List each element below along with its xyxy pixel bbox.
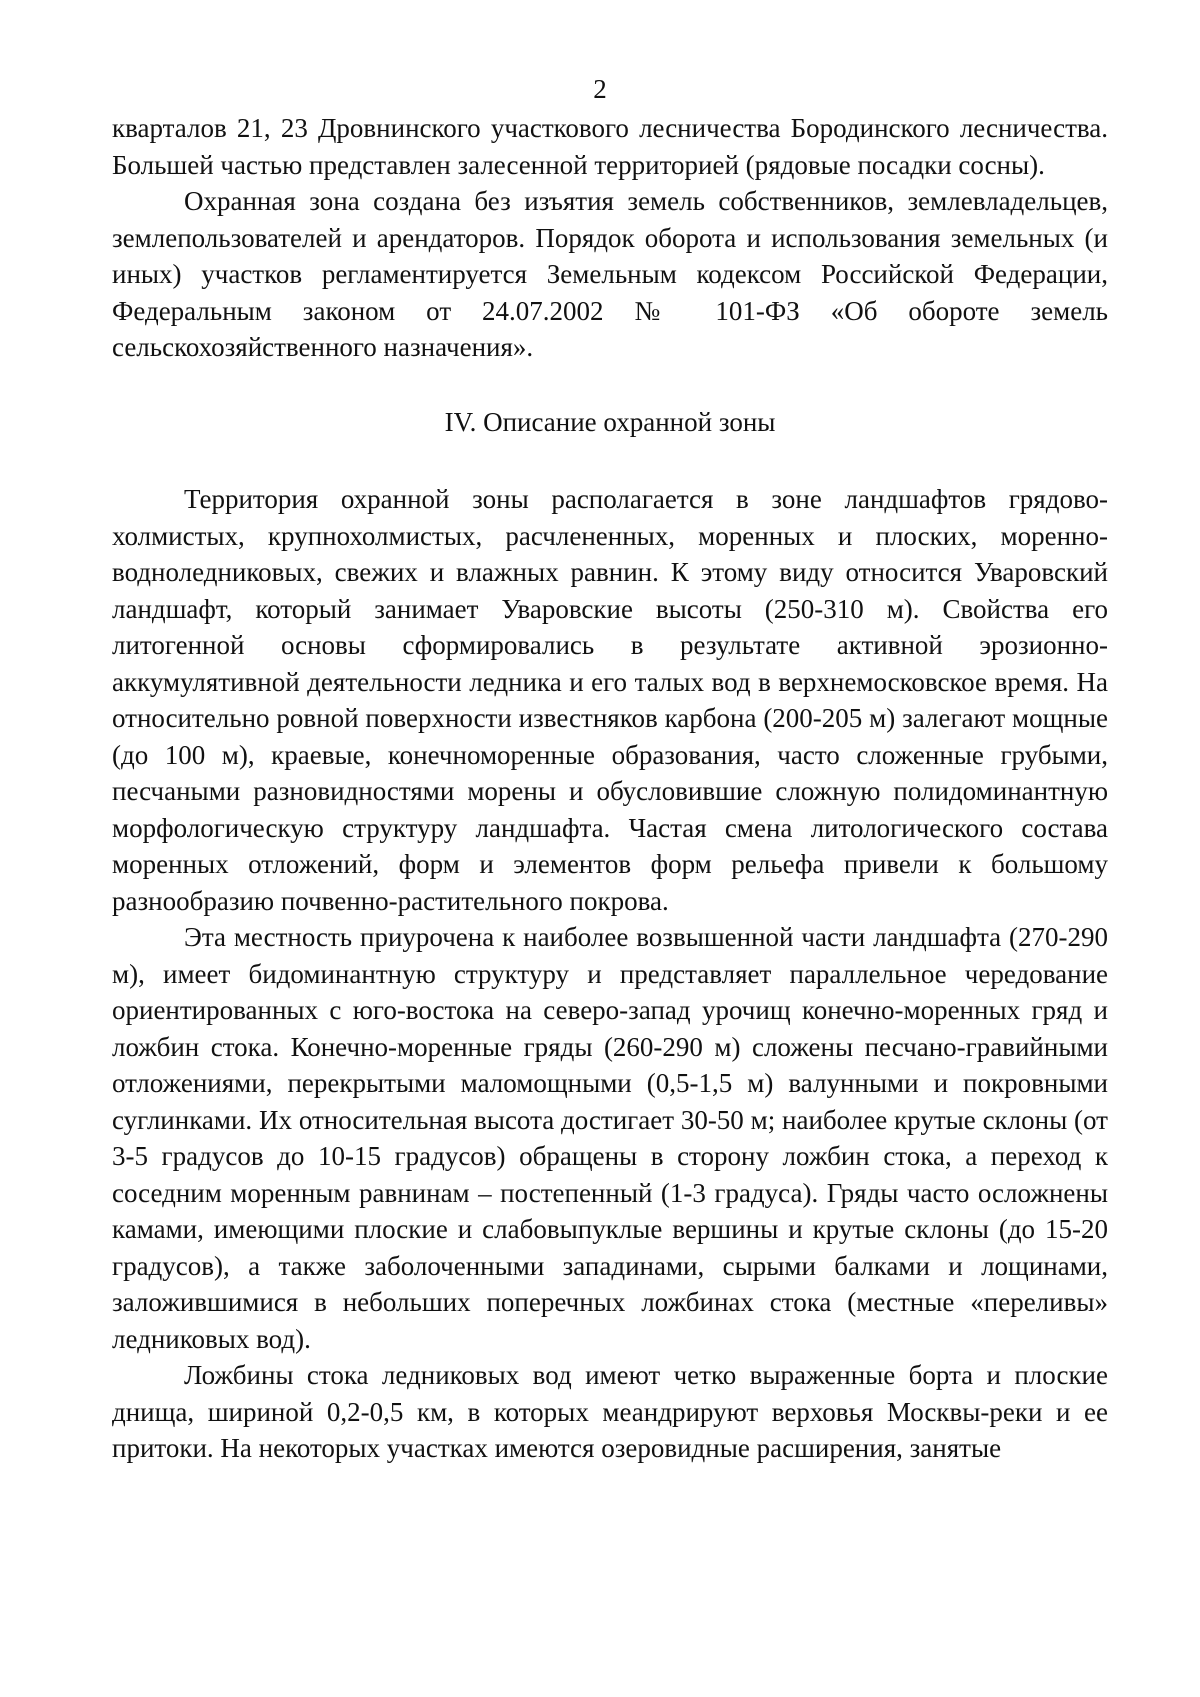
- paragraph-territory-landscape: Территория охранной зоны располагается в зоне ландшафтов грядово-холмистых, крупнохолмистых, расчлененных, моренных и плоских, моренно-водноледниковых, свежих и влажных равнин. К этому виду относится Уваровский ландшафт, который занимает Уваровские высоты (250-310 м). Свойства его литогенной основы сформировались в результате активной эрозионно-аккумулятивной деятельности ледника и его талых вод в верхнемосковское время. На относительно ровной поверхности известняков карбона (200-205 м) залегают мощные (до 100 м), краевые, конечноморенные образования, часто сложенные грубыми, песчаными разновидностями морены и обусловившие сложную полидоминантную морфологическую структуру ландшафта. Частая смена литологического состава моренных отложений, форм и элементов форм рельефа привели к большому разнообразию почвенно-растительного покрова.: [112, 484, 1108, 916]
- page-number: 2: [593, 74, 607, 104]
- section-heading: IV. Описание охранной зоны: [444, 406, 776, 437]
- document-body: [112, 110, 1108, 1467]
- paragraph-glacial-runoff-hollows: Ложбины стока ледниковых вод имеют четко выраженные борта и плоские днища, шириной 0,2-0,5 км, в которых меандрируют верховья Москвы-реки и ее притоки. На некоторых участках имеются озеровидные расширения, занятые: [112, 1360, 1108, 1463]
- paragraph-locality-description: Эта местность приурочена к наиболее возвышенной части ландшафта (270-290 м), имеет бидоминантную структуру и представляет параллельное чередование ориентированных с юго-востока на северо-запад урочищ конечно-моренных гряд и ложбин стока. Конечно-моренные гряды (260-290 м) сложены песчано-гравийными отложениями, перекрытыми маломощными (0,5-1,5 м) валунными и покровными суглинками. Их относительная высота достигает 30-50 м; наиболее крутые склоны (от 3-5 градусов до 10-15 градусов) обращены в сторону ложбин стока, а переход к соседним моренным равнинам – постепенный (1-3 градуса). Гряды часто осложнены камами, имеющими плоские и слабовыпуклые вершины и крутые склоны (до 15-20 градусов), а также заболоченными западинами, сырыми балками и лощинами, заложившимися в небольших поперечных ложбинах стока (местные «переливы» ледниковых вод).: [112, 922, 1108, 1354]
- paragraph-protected-zone-legal: Охранная зона создана без изъятия земель собственников, землевладельцев, землепользователей и арендаторов. Порядок оборота и использования земельных (и иных) участков регламентируется Земельным кодексом Российской Федерации, Федеральным законом от 24.07.2002 № 101-ФЗ «Об обороте земель сельскохозяйственного назначения».: [112, 186, 1108, 362]
- paragraph-continuation: кварталов 21, 23 Дровнинского участкового лесничества Бородинского лесничества. Большей частью представлен залесенной территорией (рядовые посадки сосны).: [112, 113, 1108, 180]
